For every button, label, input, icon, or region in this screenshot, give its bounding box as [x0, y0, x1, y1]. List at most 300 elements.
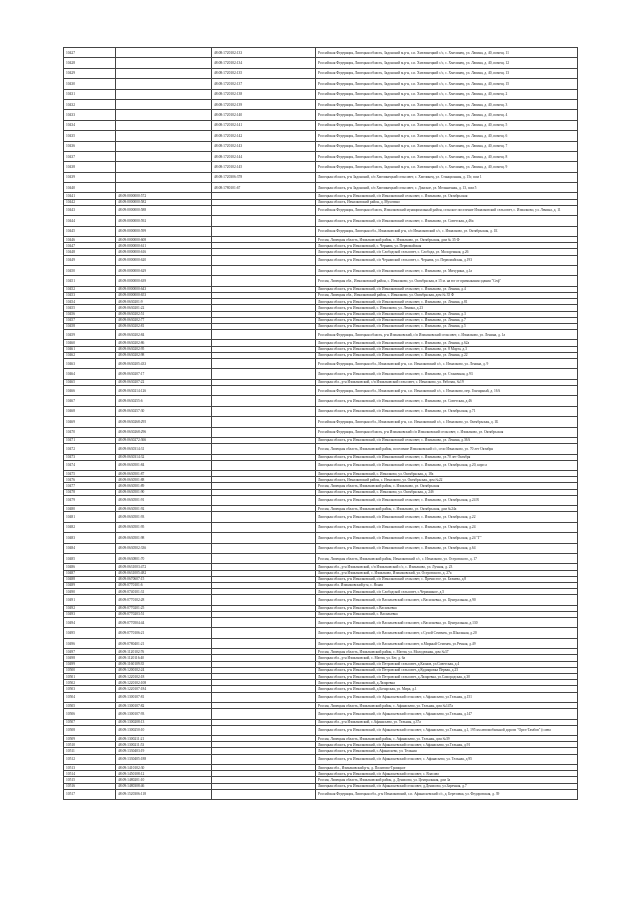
row-number-cell: 10501: [64, 674, 116, 680]
row-number-cell: 10517: [64, 789, 116, 799]
object-number-cell: [212, 638, 316, 648]
table-row: [64, 172, 578, 182]
row-number-cell: 10493: [64, 611, 116, 617]
table-row: [64, 553, 578, 563]
row-number-cell: 10454: [64, 299, 116, 305]
address-cell: Липецкая обл., р-н Измалковский, с. Измалково, Измалковский, ул. Островского, д. 27а: [316, 570, 578, 576]
cadastral-number-cell: 48:09:0630202:81: [116, 323, 212, 329]
cadastral-number-cell: 48:09:0000000:608: [116, 237, 212, 243]
address-cell: Липецкая обл., р-н Измалковский, с/п Измалковский сельсовет, с. Измалково, ул. Рабочая, №19: [316, 379, 578, 385]
cadastral-number-cell: 48:09:0000000:643: [116, 286, 212, 292]
address-cell: Липецкая область, р-н Измалковский, с/п Измалковский сельсовет, с. Измалково, ул. Ленина, д.22: [316, 352, 578, 358]
row-number-cell: 10438: [64, 162, 116, 172]
address-cell: Российская Федерация, Липецкая область, Задонский м.р-н, с.п. Хмелинецкий с/с, с. Хмелинец, ул. Лапина, д. 40, помещ. 4: [316, 110, 578, 120]
address-cell: Российская Федерация, Липецкая область, р-н Измалковский, с/п Измалковский сельсовет, с. Измалково, ул. Ленина, д. 1а: [316, 330, 578, 340]
registry-table-body: [64, 48, 578, 800]
cadastral-number-cell: 48:09:0000000:582: [116, 199, 212, 205]
row-number-cell: 10458: [64, 323, 116, 329]
row-number-cell: 10476: [64, 477, 116, 483]
row-number-cell: 10441: [64, 193, 116, 199]
address-cell: Липецкая обл., р-н Измалковский, с/п Измалковский с/с, с. Измалково, ул. Лучная, д. 23: [316, 564, 578, 570]
cadastral-number-cell: 48:09:1120116:40: [116, 655, 212, 661]
cadastral-number-cell: 48:09:0000000:639: [116, 276, 212, 286]
cadastral-number-cell: 48:09:1520306:118: [116, 789, 212, 799]
address-cell: Липецкая область, р-н Измалковский, с/п Измалковский сельсовет, с. Измалково, ул. Октябрьская, д.24 "Г": [316, 533, 578, 543]
row-number-cell: 10489: [64, 582, 116, 588]
cadastral-number-cell: [116, 120, 212, 130]
row-number-cell: 10451: [64, 276, 116, 286]
cadastral-number-cell: 48:09:0770101:6: [116, 582, 212, 588]
address-cell: Липецкая область, р-н Измалковский, с/п Афанасьевский сельсовет, с.Афанасьево, ул.Тельная, д.151: [316, 692, 578, 702]
address-cell: Россия, Липецкая область, Измалковский район, с. Измалково, ул. Октябрьская: [316, 483, 578, 489]
address-cell: Липецкая область, р-н Измалковский, с/п Измалковский сельсовет, с. Измалково, ул. Октябрьская, д.64: [316, 543, 578, 553]
object-number-cell: [212, 495, 316, 505]
row-number-cell: 10467: [64, 396, 116, 406]
table-row: [64, 417, 578, 427]
row-number-cell: 10506: [64, 709, 116, 719]
row-number-cell: 10497: [64, 649, 116, 655]
table-row: [64, 444, 578, 454]
address-cell: Липецкая область, р-н Измалковский, с/п Измалковский сельсовет, с. Измалково, ул. Октябрьская: [316, 193, 578, 199]
cadastral-number-cell: 48:09:0630501:89: [116, 483, 212, 489]
object-number-cell: 48:08:1720102:144: [212, 151, 316, 161]
table-row: [64, 427, 578, 437]
row-number-cell: 10435: [64, 131, 116, 141]
cadastral-number-cell: 48:09:1200102:24: [116, 667, 212, 673]
address-cell: Липецкая обл., р-н Измалковский, с.Афанасьево, ул. Тельная, д.37а: [316, 719, 578, 725]
address-cell: Российская Федерация, Липецкая область, Задонский м.р-н, с.п. Хмелинецкий с/с, с. Хмелинец, ул. Лапина, д. 40, помещ. 7: [316, 141, 578, 151]
cadastral-number-cell: 48:09:0000000:611: [116, 243, 212, 249]
row-number-cell: 10472: [64, 444, 116, 454]
address-cell: Липецкая область, р-н Измалковский, с/п Слободской сельсовет, с. Слобода, ул. Молодежная, д.26: [316, 249, 578, 255]
object-number-cell: [212, 396, 316, 406]
cadastral-number-cell: 48:09:0770106:21: [116, 628, 212, 638]
row-number-cell: 10468: [64, 406, 116, 416]
cadastral-number-cell: 48:09:0770102:28: [116, 595, 212, 605]
table-row: [64, 595, 578, 605]
table-row: [64, 406, 578, 416]
row-number-cell: 10486: [64, 564, 116, 570]
row-number-cell: 10445: [64, 226, 116, 236]
object-number-cell: [212, 427, 316, 437]
object-number-cell: [212, 226, 316, 236]
table-row: [64, 359, 578, 369]
address-cell: Липецкая область, р-н Измалковский, д.Лазаревка: [316, 680, 578, 686]
object-number-cell: [212, 553, 316, 563]
object-number-cell: [212, 522, 316, 532]
table-row: [64, 512, 578, 522]
cadastral-number-cell: 48:09:1480201:10: [116, 777, 212, 783]
table-row: [64, 255, 578, 265]
cadastral-number-cell: 48:09:0630202:95: [116, 346, 212, 352]
object-number-cell: [212, 725, 316, 735]
table-row: [64, 692, 578, 702]
table-row: [64, 369, 578, 379]
row-number-cell: 10428: [64, 58, 116, 68]
address-cell: Россия, Липецкая обл., Измалковский район, с. Измалково, ул. Октябрьская, в 15 м. на юг от примыкания здания "Сеф": [316, 276, 578, 286]
row-number-cell: 10440: [64, 183, 116, 193]
cadastral-number-cell: 48:09:1300107:82: [116, 702, 212, 708]
row-number-cell: 10488: [64, 576, 116, 582]
cadastral-number-cell: 48:09:0000000:572: [116, 193, 212, 199]
cadastral-number-cell: 48:09:0630501:87: [116, 471, 212, 477]
cadastral-number-cell: 48:09:0630268:296: [116, 427, 212, 437]
cadastral-number-cell: 48:09:0630501:84: [116, 460, 212, 470]
address-cell: Российская Федерация, Липецкая область, Задонский м.р-н, с.п. Хмелинецкий с/с, с. Хмелинец, ул. Лапина, д. 40, помещ. 8: [316, 151, 578, 161]
address-cell: Российская Федерация, Липецкая обл., р-н Измалковский, с.п. Афанасьевский с/с, д. Березовка, ул. Федоровская, д. 39: [316, 789, 578, 799]
address-cell: Липецкая область, р-н Измалковский, с/п Измалковский сельсовет, с. Измалково, ул. Советская, д.46: [316, 396, 578, 406]
address-cell: Россия, Липецкая область, Измалковский район, с. Афанасьево, ул. Тельная, дом №39: [316, 736, 578, 742]
table-row: [64, 58, 578, 68]
row-number-cell: 10479: [64, 495, 116, 505]
row-number-cell: 10481: [64, 512, 116, 522]
table-row: [64, 725, 578, 735]
registry-table: [63, 47, 578, 800]
row-number-cell: 10429: [64, 68, 116, 78]
object-number-cell: [212, 444, 316, 454]
cadastral-number-cell: 48:09:0630314:32: [116, 454, 212, 460]
address-cell: Липецкая область, р-н Измалковский, с/п Измалковский сельсовет, с. Измалково, ул. Ленина, д.62а: [316, 340, 578, 346]
row-number-cell: 10442: [64, 199, 116, 205]
row-number-cell: 10512: [64, 754, 116, 764]
address-cell: Липецкая область, р-н Измалковский, с/п Измалковский сельсовет, с. Измалково, ул. Октябрьская, д.22: [316, 512, 578, 522]
object-number-cell: [212, 533, 316, 543]
row-number-cell: 10470: [64, 427, 116, 437]
row-number-cell: 10513: [64, 765, 116, 771]
address-cell: Липецкая область, р-н Измалковский, с. Измалково, ул. Ленина, д.23: [316, 305, 578, 311]
cadastral-number-cell: [116, 58, 212, 68]
address-cell: Российская Федерация, Липецкая обл., Измалковский р-н, с.п. Измалковский с/с, с. Измалково, ул. Ленина, д. 9: [316, 359, 578, 369]
table-row: [64, 205, 578, 215]
object-number-cell: [212, 692, 316, 702]
row-number-cell: 10480: [64, 506, 116, 512]
object-number-cell: [212, 417, 316, 427]
address-cell: Российская Федерация, Липецкая область, Задонский м.р-н, с.п. Хмелинецкий с/с, с. Хмелинец, ул. Лапина, д. 40, помещ. 3: [316, 99, 578, 109]
object-number-cell: 48:08:1720102:140: [212, 110, 316, 120]
row-number-cell: 10511: [64, 748, 116, 754]
row-number-cell: 10444: [64, 216, 116, 226]
cadastral-number-cell: 48:09:1330405:188: [116, 754, 212, 764]
object-number-cell: 48:08:1720102:134: [212, 58, 316, 68]
table-row: [64, 131, 578, 141]
object-number-cell: 48:08:1720102:142: [212, 131, 316, 141]
address-cell: Липецкая область, р-н Измалковский, с/п Измалковский сельсовет, с. Измалково, ул. Ленина, д.81: [316, 299, 578, 305]
row-number-cell: 10465: [64, 379, 116, 385]
cadastral-number-cell: 48:09:0630202:84: [116, 330, 212, 340]
cadastral-number-cell: 48:09:0630207:17: [116, 369, 212, 379]
object-number-cell: [212, 276, 316, 286]
address-cell: Липецкая область, р-н Измалковский, с/п Измалковский сельсовет, с. Измалково, ул. Октябрьская, д.24: [316, 522, 578, 532]
address-cell: Липецкая область, р-н Измалковский, с.Васильевка: [316, 605, 578, 611]
table-row: [64, 151, 578, 161]
object-number-cell: [212, 385, 316, 395]
object-number-cell: [212, 512, 316, 522]
address-cell: Липецкая область, р-н Измалковский, с/п Васильевский сельсовет, с.Васильевка, ул. Центральная, д.90: [316, 595, 578, 605]
object-number-cell: 48:08:1720102:141: [212, 120, 316, 130]
table-row: [64, 522, 578, 532]
table-row: [64, 460, 578, 470]
address-cell: Липецкая область, р-н Измалковский, с. Измалково, ул. Октябрьская, д. 24б: [316, 489, 578, 495]
address-cell: Липецкая область, р-н Измалковский, с/п Васильевский сельсовет, п.Мирный Семенек, ул.Речная, д.49: [316, 638, 578, 648]
address-cell: Липецкая область, р-н Измалковский, с/п Измалковский сельсовет, с. Измалково, ул. Ленина, д.4: [316, 286, 578, 292]
table-row: [64, 628, 578, 638]
cadastral-number-cell: 48:09:1300107:81: [116, 692, 212, 702]
cadastral-number-cell: 48:09:1160109:35: [116, 661, 212, 667]
table-row: [64, 638, 578, 648]
row-number-cell: 10436: [64, 141, 116, 151]
cadastral-number-cell: 48:09:0630272:366: [116, 437, 212, 443]
row-number-cell: 10508: [64, 725, 116, 735]
row-number-cell: 10510: [64, 742, 116, 748]
cadastral-number-cell: [116, 79, 212, 89]
address-cell: Липецкая область, р-н Измалковский, с/п Измалковский сельсовет, с. Пречистое, ул. Беляева, д.8: [316, 576, 578, 582]
cadastral-number-cell: 48:09:0630205:433: [116, 359, 212, 369]
address-cell: Российская Федерация, Липецкая область, Задонский м.р-н, с.п. Хмелинецкий с/с, с. Хмелинец, ул. Лапина, д. 40, помещ. 15: [316, 79, 578, 89]
table-row: [64, 183, 578, 193]
table-row: [64, 162, 578, 172]
object-number-cell: 48:08:1720102:135: [212, 68, 316, 78]
cadastral-number-cell: 48:09:0630501:98: [116, 533, 212, 543]
object-number-cell: 48:08:1720102:145: [212, 162, 316, 172]
cadastral-number-cell: 48:09:1300211:53: [116, 742, 212, 748]
table-row: [64, 385, 578, 395]
cadastral-number-cell: [116, 151, 212, 161]
cadastral-number-cell: 48:09:1410102:30: [116, 765, 212, 771]
cadastral-number-cell: 48:09:0000000:599: [116, 226, 212, 236]
cadastral-number-cell: 48:09:0630202:77: [116, 317, 212, 323]
table-row: [64, 265, 578, 275]
row-number-cell: 10475: [64, 471, 116, 477]
cadastral-number-cell: 48:09:0630501:91: [116, 495, 212, 505]
address-cell: Липецкая область, р-н Измалковский, с/п Измалковский сельсовет, с. Измалково, ул. Ленина, д.7: [316, 317, 578, 323]
address-cell: Липецкая область, р-н Измалковский, с. Васильевка: [316, 611, 578, 617]
cadastral-number-cell: 48:09:1300107:93: [116, 709, 212, 719]
object-number-cell: [212, 265, 316, 275]
address-cell: Липецкая область, р-н Измалковский, с/п Измалковский сельсовет, с. Измалково, ул. Ленина, д.5: [316, 323, 578, 329]
row-number-cell: 10459: [64, 330, 116, 340]
address-cell: Липецкая область, р-н Измалковский, с/п Измалковский сельсовет, с. Измалково, ул. Октябрьская, д.71: [316, 406, 578, 416]
table-row: [64, 48, 578, 58]
address-cell: Липецкая область, р-н Измалковский, с/п Измалковский сельсовет, с. Измалково, ул. Мичурина, д.1а: [316, 265, 578, 275]
cadastral-number-cell: 48:09:0630257:30: [116, 406, 212, 416]
address-cell: Липецкая область, р-н Измалковский, с/п Петровский сельсовет, д.Лазаревка, ул.Самородская, д.30: [316, 674, 578, 680]
object-number-cell: 48:08:1780101:67: [212, 183, 316, 193]
cadastral-number-cell: 48:09:0630501:95: [116, 522, 212, 532]
cadastral-number-cell: 48:09:0000000:616: [116, 249, 212, 255]
row-number-cell: 10491: [64, 595, 116, 605]
address-cell: Липецкая область, р-н Измалковский, с/п Васильевский сельсовет, с.Сухой Семенек, ул.Шкальная, д.20: [316, 628, 578, 638]
address-cell: Российская Федерация, Липецкая область, Задонский м.р-н, с.п. Хмелинецкий с/с, с. Хмелинец, ул. Лапина, д. 40, помещ. 11: [316, 48, 578, 58]
address-cell: Российская Федерация, Липецкая область, р-н Измалковский с/п Измалковский сельсовет, с. Измалково, ул. Октябрьская: [316, 427, 578, 437]
row-number-cell: 10495: [64, 628, 116, 638]
cadastral-number-cell: 48:09:0630202:51: [116, 311, 212, 317]
row-number-cell: 10499: [64, 661, 116, 667]
row-number-cell: 10474: [64, 460, 116, 470]
table-row: [64, 330, 578, 340]
address-cell: Липецкая область, р-н Измалковский, с/п Измалковский сельсовет, с. Измалково, ул. Ленина, д.3: [316, 311, 578, 317]
address-cell: Российская Федерация, Липецкая обл., Измалковский р-н, с/п Измалковский с/с, с. Измалково, ул. Октябрьская, д. 1Б: [316, 226, 578, 236]
cadastral-number-cell: [116, 131, 212, 141]
address-cell: Россия, Липецкая область, Измалковский район, с. Измалково, ул. Октябрьская, дом №24а: [316, 506, 578, 512]
address-cell: Россия, Липецкая обл., Измалковский район, с. Измалково, ул. Октябрьская, дом № 35 Ф: [316, 292, 578, 298]
address-cell: Липецкая область, р-н Измалковский, с/п Петровский сельсовет, д.Кудияровка Первая, д.23: [316, 667, 578, 673]
row-number-cell: 10483: [64, 533, 116, 543]
address-cell: Липецкая область, р-н Измалковский, с/п Афанасьевский сельсовет, с. Власово: [316, 771, 578, 777]
address-cell: Липецкая область, р-н Измалковский, с/п Афанасьевский сельсовет, с.Афанасьево, ул.Тельная, д.1, 195 км автомобильной дороги "Орел-Тамбов" (слева: [316, 725, 578, 735]
cadastral-number-cell: 48:09:0740101:31: [116, 589, 212, 595]
row-number-cell: 10484: [64, 543, 116, 553]
row-number-cell: 10502: [64, 680, 116, 686]
cadastral-number-cell: 48:09:1480308:46: [116, 783, 212, 789]
row-number-cell: 10443: [64, 205, 116, 215]
row-number-cell: 10433: [64, 110, 116, 120]
object-number-cell: 48:08:1720102:133: [212, 48, 316, 58]
address-cell: Липецкая область, р-н Измалковский, с/п Измалковский сельсовет, с. Измалково, ул. Октябрьская, д.24 В: [316, 495, 578, 505]
row-number-cell: 10515: [64, 777, 116, 783]
row-number-cell: 10494: [64, 618, 116, 628]
row-number-cell: 10430: [64, 79, 116, 89]
row-number-cell: 10500: [64, 667, 116, 673]
address-cell: Липецкая область, Измалковский район, с. Измалково, ул. Октябрьская, дом №22: [316, 477, 578, 483]
table-row: [64, 754, 578, 764]
cadastral-number-cell: 48:09:0770504:44: [116, 618, 212, 628]
row-number-cell: 10473: [64, 454, 116, 460]
cadastral-number-cell: 48:09:0630268:295: [116, 417, 212, 427]
address-cell: Российская Федерация, Липецкая область, Измалковский муниципальный район, сельское поселение Измалковский сельсовет, с. Измалково, ул. Ленина, д. 11: [316, 205, 578, 215]
cadastral-number-cell: [116, 89, 212, 99]
row-number-cell: 10434: [64, 120, 116, 130]
row-number-cell: 10431: [64, 89, 116, 99]
object-number-cell: [212, 789, 316, 799]
address-cell: Липецкая область, р-н Измалковский, с/п Афанасьевский сельсовет, д.Денисово, ул.Заречная, д.7: [316, 783, 578, 789]
cadastral-number-cell: [116, 48, 212, 58]
table-row: [64, 276, 578, 286]
row-number-cell: 10432: [64, 99, 116, 109]
cadastral-number-cell: 48:09:0000000:629: [116, 265, 212, 275]
row-number-cell: 10482: [64, 522, 116, 532]
table-row: [64, 533, 578, 543]
address-cell: Российская Федерация, Липецкая область, Задонский м.р-н, с.п. Хмелинецкий с/с, с. Хмелинец, ул. Лапина, д. 40, помещ. 5: [316, 120, 578, 130]
cadastral-number-cell: [116, 172, 212, 182]
cadastral-number-cell: 48:09:0000000:592: [116, 216, 212, 226]
cadastral-number-cell: 48:09:0630201:9: [116, 299, 212, 305]
address-cell: Российская Федерация, Липецкая область, Задонский м.р-н, с.п. Хмелинецкий с/с, с. Хмелинец, ул. Лапина, д. 40, помещ. 2: [316, 89, 578, 99]
address-cell: Россия, Липецкая область, Измалковский район, с. Измалково, ул. Октябрьская, дом № 35 Ф: [316, 237, 578, 243]
row-number-cell: 10461: [64, 346, 116, 352]
table-row: [64, 226, 578, 236]
row-number-cell: 10462: [64, 352, 116, 358]
address-cell: Российская Федерация, Липецкая область, Задонский м.р-н, с.п. Хмелинецкий с/с, с. Хмелинец, ул. Лапина, д. 40, помещ. 13: [316, 68, 578, 78]
cadastral-number-cell: 48:09:0630201:22: [116, 305, 212, 311]
row-number-cell: 10485: [64, 553, 116, 563]
address-cell: Липецкая область, р-н Измалковский, с/п Измалковский сельсовет, с. Измалково, ул. Октябрьская, д.20, корп а: [316, 460, 578, 470]
address-cell: Липецкая область, р-н Измалковский, с/п Измалковский сельсовет, с. Измалково, ул. Ленина, д.36А: [316, 437, 578, 443]
cadastral-number-cell: 48:09:0630214:126: [116, 385, 212, 395]
address-cell: Липецкая область, р-н Измалковский, с/п Афанасьевский сельсовет, с.Афанасьево, ул.Тельная, д.147: [316, 709, 578, 719]
cadastral-number-cell: [116, 162, 212, 172]
cadastral-number-cell: 48:09:0631003:472: [116, 564, 212, 570]
cadastral-number-cell: [116, 110, 212, 120]
cadastral-number-cell: 48:09:0630502:336: [116, 543, 212, 553]
cadastral-number-cell: 48:09:0670607:15: [116, 576, 212, 582]
row-number-cell: 10509: [64, 736, 116, 742]
cadastral-number-cell: 48:09:1220107:184: [116, 686, 212, 692]
address-cell: Липецкая область, р-н Измалковский, с/п Петровский сельсовет, д.Казнов, ул.Советская, д.4: [316, 661, 578, 667]
address-cell: Липецкая обл. Измалковский р-н, с. Ясная: [316, 582, 578, 588]
table-row: [64, 120, 578, 130]
cadastral-number-cell: 48:09:1120102:76: [116, 649, 212, 655]
cadastral-number-cell: 48:09:0630501:92: [116, 506, 212, 512]
table-row: [64, 110, 578, 120]
cadastral-number-cell: 48:09:0770203:51: [116, 611, 212, 617]
address-cell: Липецкая область, р-н Задонский, с/п Хмелинецкий сельсовет, с. Хмелинец, ул. Станционная, д. 15г, пом 1: [316, 172, 578, 182]
address-cell: Липецкая область, Измалковский район, д. Мухотино: [316, 199, 578, 205]
address-cell: Российская Федерация, Липецкая область, Задонский м.р-н, с.п. Хмелинецкий с/с, с. Хмелинец, ул. Лапина, д. 40, помещ. 12: [316, 58, 578, 68]
table-row: [64, 68, 578, 78]
object-number-cell: [212, 754, 316, 764]
row-number-cell: 10453: [64, 292, 116, 298]
row-number-cell: 10464: [64, 369, 116, 379]
row-number-cell: 10487: [64, 570, 116, 576]
row-number-cell: 10446: [64, 237, 116, 243]
cadastral-number-cell: 48:09:1450108:12: [116, 771, 212, 777]
document-page: [63, 47, 577, 800]
cadastral-number-cell: 48:09:0780401:21: [116, 638, 212, 648]
table-row: [64, 495, 578, 505]
object-number-cell: [212, 330, 316, 340]
address-cell: Липецкая область, р-н Измалковский, с/п Слободской сельсовет, с.Чермашное, д.5: [316, 589, 578, 595]
cadastral-number-cell: [116, 68, 212, 78]
object-number-cell: [212, 359, 316, 369]
object-number-cell: [212, 628, 316, 638]
row-number-cell: 10457: [64, 317, 116, 323]
row-number-cell: 10447: [64, 243, 116, 249]
row-number-cell: 10477: [64, 483, 116, 489]
table-row: [64, 543, 578, 553]
cadastral-number-cell: 48:09:0630202:98: [116, 352, 212, 358]
address-cell: Липецкая область, р-н Измалковский, с. Чернава, ул. Первомайская: [316, 243, 578, 249]
address-cell: Липецкая обл., р-н Измалковский, с. Матчи, ул. Бег, д. 6а: [316, 655, 578, 661]
address-cell: Липецкая область, р-н Измалковский, с/п Измалковский сельсовет, с. Измалково, ул. Станичная, д.93: [316, 369, 578, 379]
object-number-cell: 48:08:1720102:143: [212, 141, 316, 151]
row-number-cell: 10427: [64, 48, 116, 58]
row-number-cell: 10452: [64, 286, 116, 292]
object-number-cell: 48:08:1720102:139: [212, 99, 316, 109]
cadastral-number-cell: 48:09:0630501:93: [116, 512, 212, 522]
row-number-cell: 10455: [64, 305, 116, 311]
row-number-cell: 10478: [64, 489, 116, 495]
row-number-cell: 10448: [64, 249, 116, 255]
row-number-cell: 10456: [64, 311, 116, 317]
object-number-cell: 48:08:1720306:378: [212, 172, 316, 182]
address-cell: Российская Федерация, Липецкая обл., Измалковский р-н, с.п. Измалковский с/с, с. Измалково, ул. Октябрьская, д. 1Б: [316, 417, 578, 427]
cadastral-number-cell: 48:09:1330403:19: [116, 748, 212, 754]
object-number-cell: [212, 618, 316, 628]
row-number-cell: 10437: [64, 151, 116, 161]
address-cell: Россия, Липецкая область, Измалковский район, с. Афанасьево, ул. Тельная, дом №147а: [316, 702, 578, 708]
cadastral-number-cell: [116, 141, 212, 151]
address-cell: Липецкая область, р-н Измалковский, с/п Васильевский сельсовет, с.Васильевка, ул. Центральная, д.130: [316, 618, 578, 628]
cadastral-number-cell: 48:09:0630207:22: [116, 379, 212, 385]
cadastral-number-cell: 48:09:0630501:90: [116, 489, 212, 495]
table-row: [64, 141, 578, 151]
row-number-cell: 10496: [64, 638, 116, 648]
cadastral-number-cell: 48:09:1220102:108: [116, 680, 212, 686]
address-cell: Российская Федерация, Липецкая обл., Измалковский р-н, с.п. Измалковский с/с, с. Измалково, пер. Гончарный, д. 16А: [316, 385, 578, 395]
object-number-cell: 48:08:1720102:138: [212, 89, 316, 99]
object-number-cell: [212, 709, 316, 719]
address-cell: Липецкая область, р-н Измалковский, с/п Афанасьевский сельсовет, с. Афанасьево, ул. Тельная, д.95: [316, 754, 578, 764]
